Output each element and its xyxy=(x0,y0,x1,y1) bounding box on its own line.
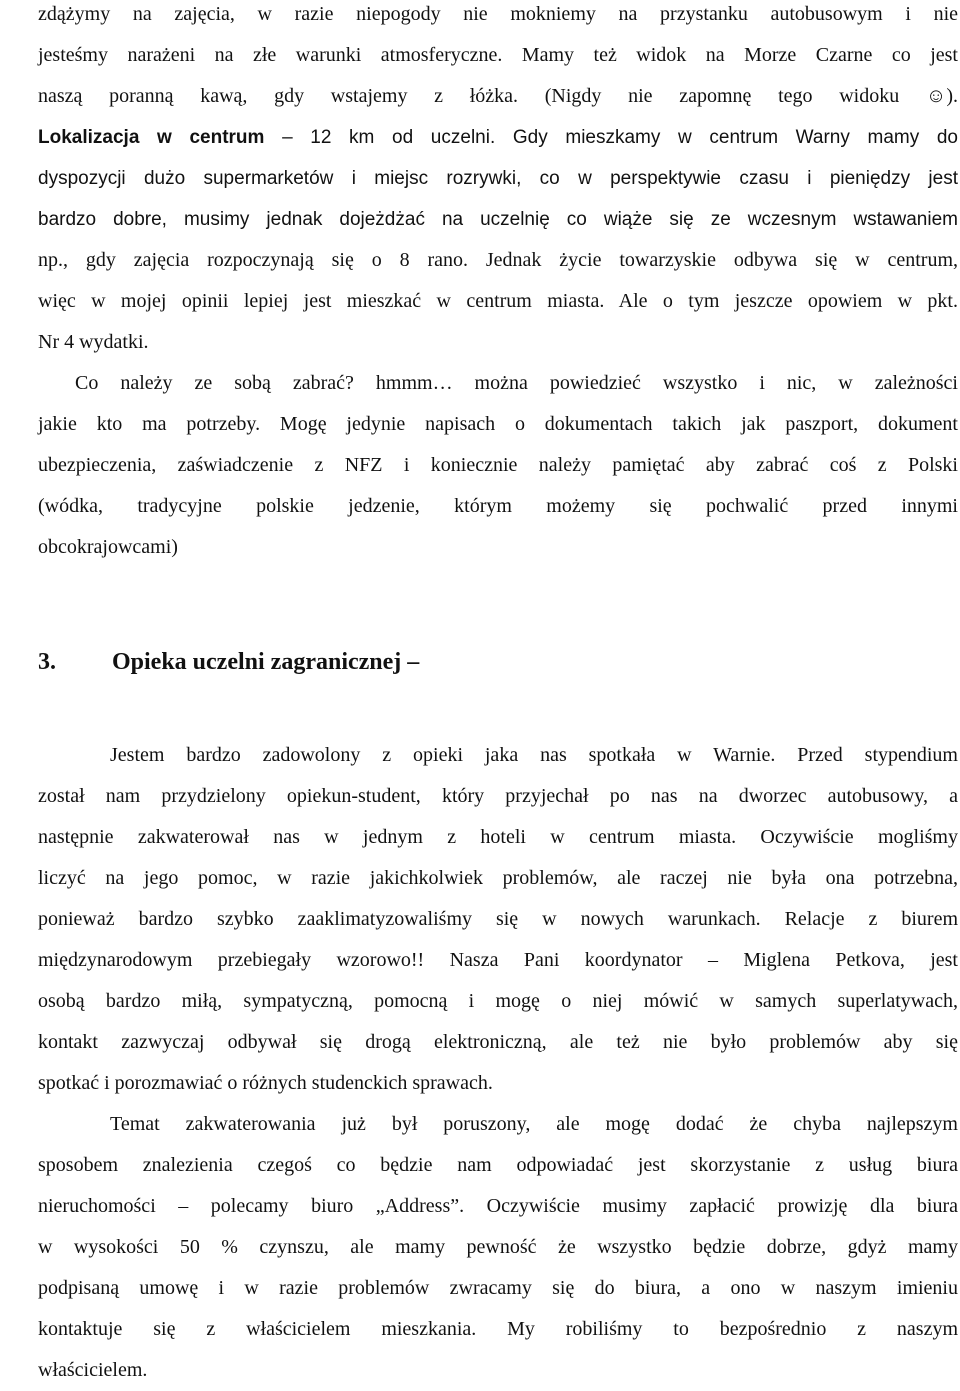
text-line: liczyć na jego pomoc, w razie jakichkolwiek problemów, ale raczej nie była ona potrzebna, xyxy=(38,867,958,889)
text-line: sposobem znalezienia czegoś co będzie nam odpowiadać jest skorzystanie z usług biura xyxy=(38,1154,958,1176)
text-line: naszą poranną kawą, gdy wstajemy z łóżka. (Nigdy nie zapomnę tego widoku ☺). xyxy=(38,85,958,107)
text-line: jesteśmy narażeni na złe warunki atmosferyczne. Mamy też widok na Morze Czarne co jest xyxy=(38,44,958,66)
section-title: Opieka uczelni zagranicznej – xyxy=(112,649,420,675)
text-line: właścicielem. xyxy=(38,1359,148,1381)
text-line: ponieważ bardzo szybko zaaklimatyzowaliśmy się w nowych warunkach. Relacje z biurem xyxy=(38,908,958,930)
paragraph-university-care xyxy=(38,735,958,1391)
text-line: Temat zakwaterowania już był poruszony, ale mogę dodać że chyba najlepszym xyxy=(110,1113,958,1135)
text-line: jakie kto ma potrzeby. Mogę jedynie napisach o dokumentach takich jak paszport, dokument xyxy=(38,413,958,435)
section-number: 3. xyxy=(38,649,56,675)
text-line: ubezpieczenia, zaświadczenie z NFZ i koniecznie należy pamiętać aby zabrać coś z Polski xyxy=(38,454,958,476)
text-line: nieruchomości – polecamy biuro „Address”. Oczywiście musimy zapłacić prowizję dla biura xyxy=(38,1195,958,1217)
text-line: Co należy ze sobą zabrać? hmmm… można powiedzieć wszystko i nic, w zależności xyxy=(75,372,958,394)
text-line: (wódka, tradycyjne polskie jedzenie, którym możemy się pochwalić przed innymi xyxy=(38,495,958,517)
text-line: podpisaną umowę i w razie problemów zwracamy się do biura, a ono w naszym imieniu xyxy=(38,1277,958,1299)
text-line: został nam przydzielony opiekun-student, który przyjechał po nas na dworzec autobusowy, a xyxy=(38,785,958,807)
location-label: Lokalizacja w centrum xyxy=(38,127,265,148)
text-line: następnie zakwaterował nas w jednym z hoteli w centrum miasta. Oczywiście mogliśmy xyxy=(38,826,958,848)
text-line: Nr 4 wydatki. xyxy=(38,331,149,353)
text-line: spotkać i porozmawiać o różnych studenckich sprawach. xyxy=(38,1072,493,1094)
text-line: w wysokości 50 % czynszu, ale mamy pewność że wszystko będzie dobrze, gdyż mamy xyxy=(38,1236,958,1258)
text-line: Jestem bardzo zadowolony z opieki jaka nas spotkała w Warnie. Przed stypendium xyxy=(110,744,958,766)
text-line: kontakt zazwyczaj odbywał się drogą elektroniczną, ale też nie było problemów aby się xyxy=(38,1031,958,1053)
text-line: międzynarodowym przebiegały wzorowo!! Nasza Pani koordynator – Miglena Petkova, jest xyxy=(38,949,958,971)
text-line: dyspozycji dużo supermarketów i miejsc rozrywki, co w perspektywie czasu i pieniędzy jest xyxy=(38,168,958,189)
text-line: osobą bardzo miłą, sympatyczną, pomocną i mogę o niej mówić w samych superlatywach, xyxy=(38,990,958,1012)
text-line: obcokrajowcami) xyxy=(38,536,178,558)
text-line: np., gdy zajęcia rozpoczynają się o 8 rano. Jednak życie towarzyskie odbywa się w centrum, xyxy=(38,249,958,271)
text-line: więc w mojej opinii lepiej jest mieszkać w centrum miasta. Ale o tym jeszcze opowiem w pkt. xyxy=(38,290,958,312)
location-text: – 12 km od uczelni. Gdy mieszkamy w centrum Warny mamy do xyxy=(264,127,958,148)
paragraph-location xyxy=(38,0,958,568)
text-line: bardzo dobre, musimy jednak dojeżdżać na uczelnię co wiąże się ze wczesnym wstawaniem xyxy=(38,209,958,230)
text-line: kontaktuje się z właścicielem mieszkania. My robiliśmy to bezpośrednio z naszym xyxy=(38,1318,958,1340)
text-line: zdążymy na zajęcia, w razie niepogody nie mokniemy na przystanku autobusowym i nie xyxy=(38,3,958,25)
text-line xyxy=(38,117,958,158)
section-heading xyxy=(38,642,419,682)
